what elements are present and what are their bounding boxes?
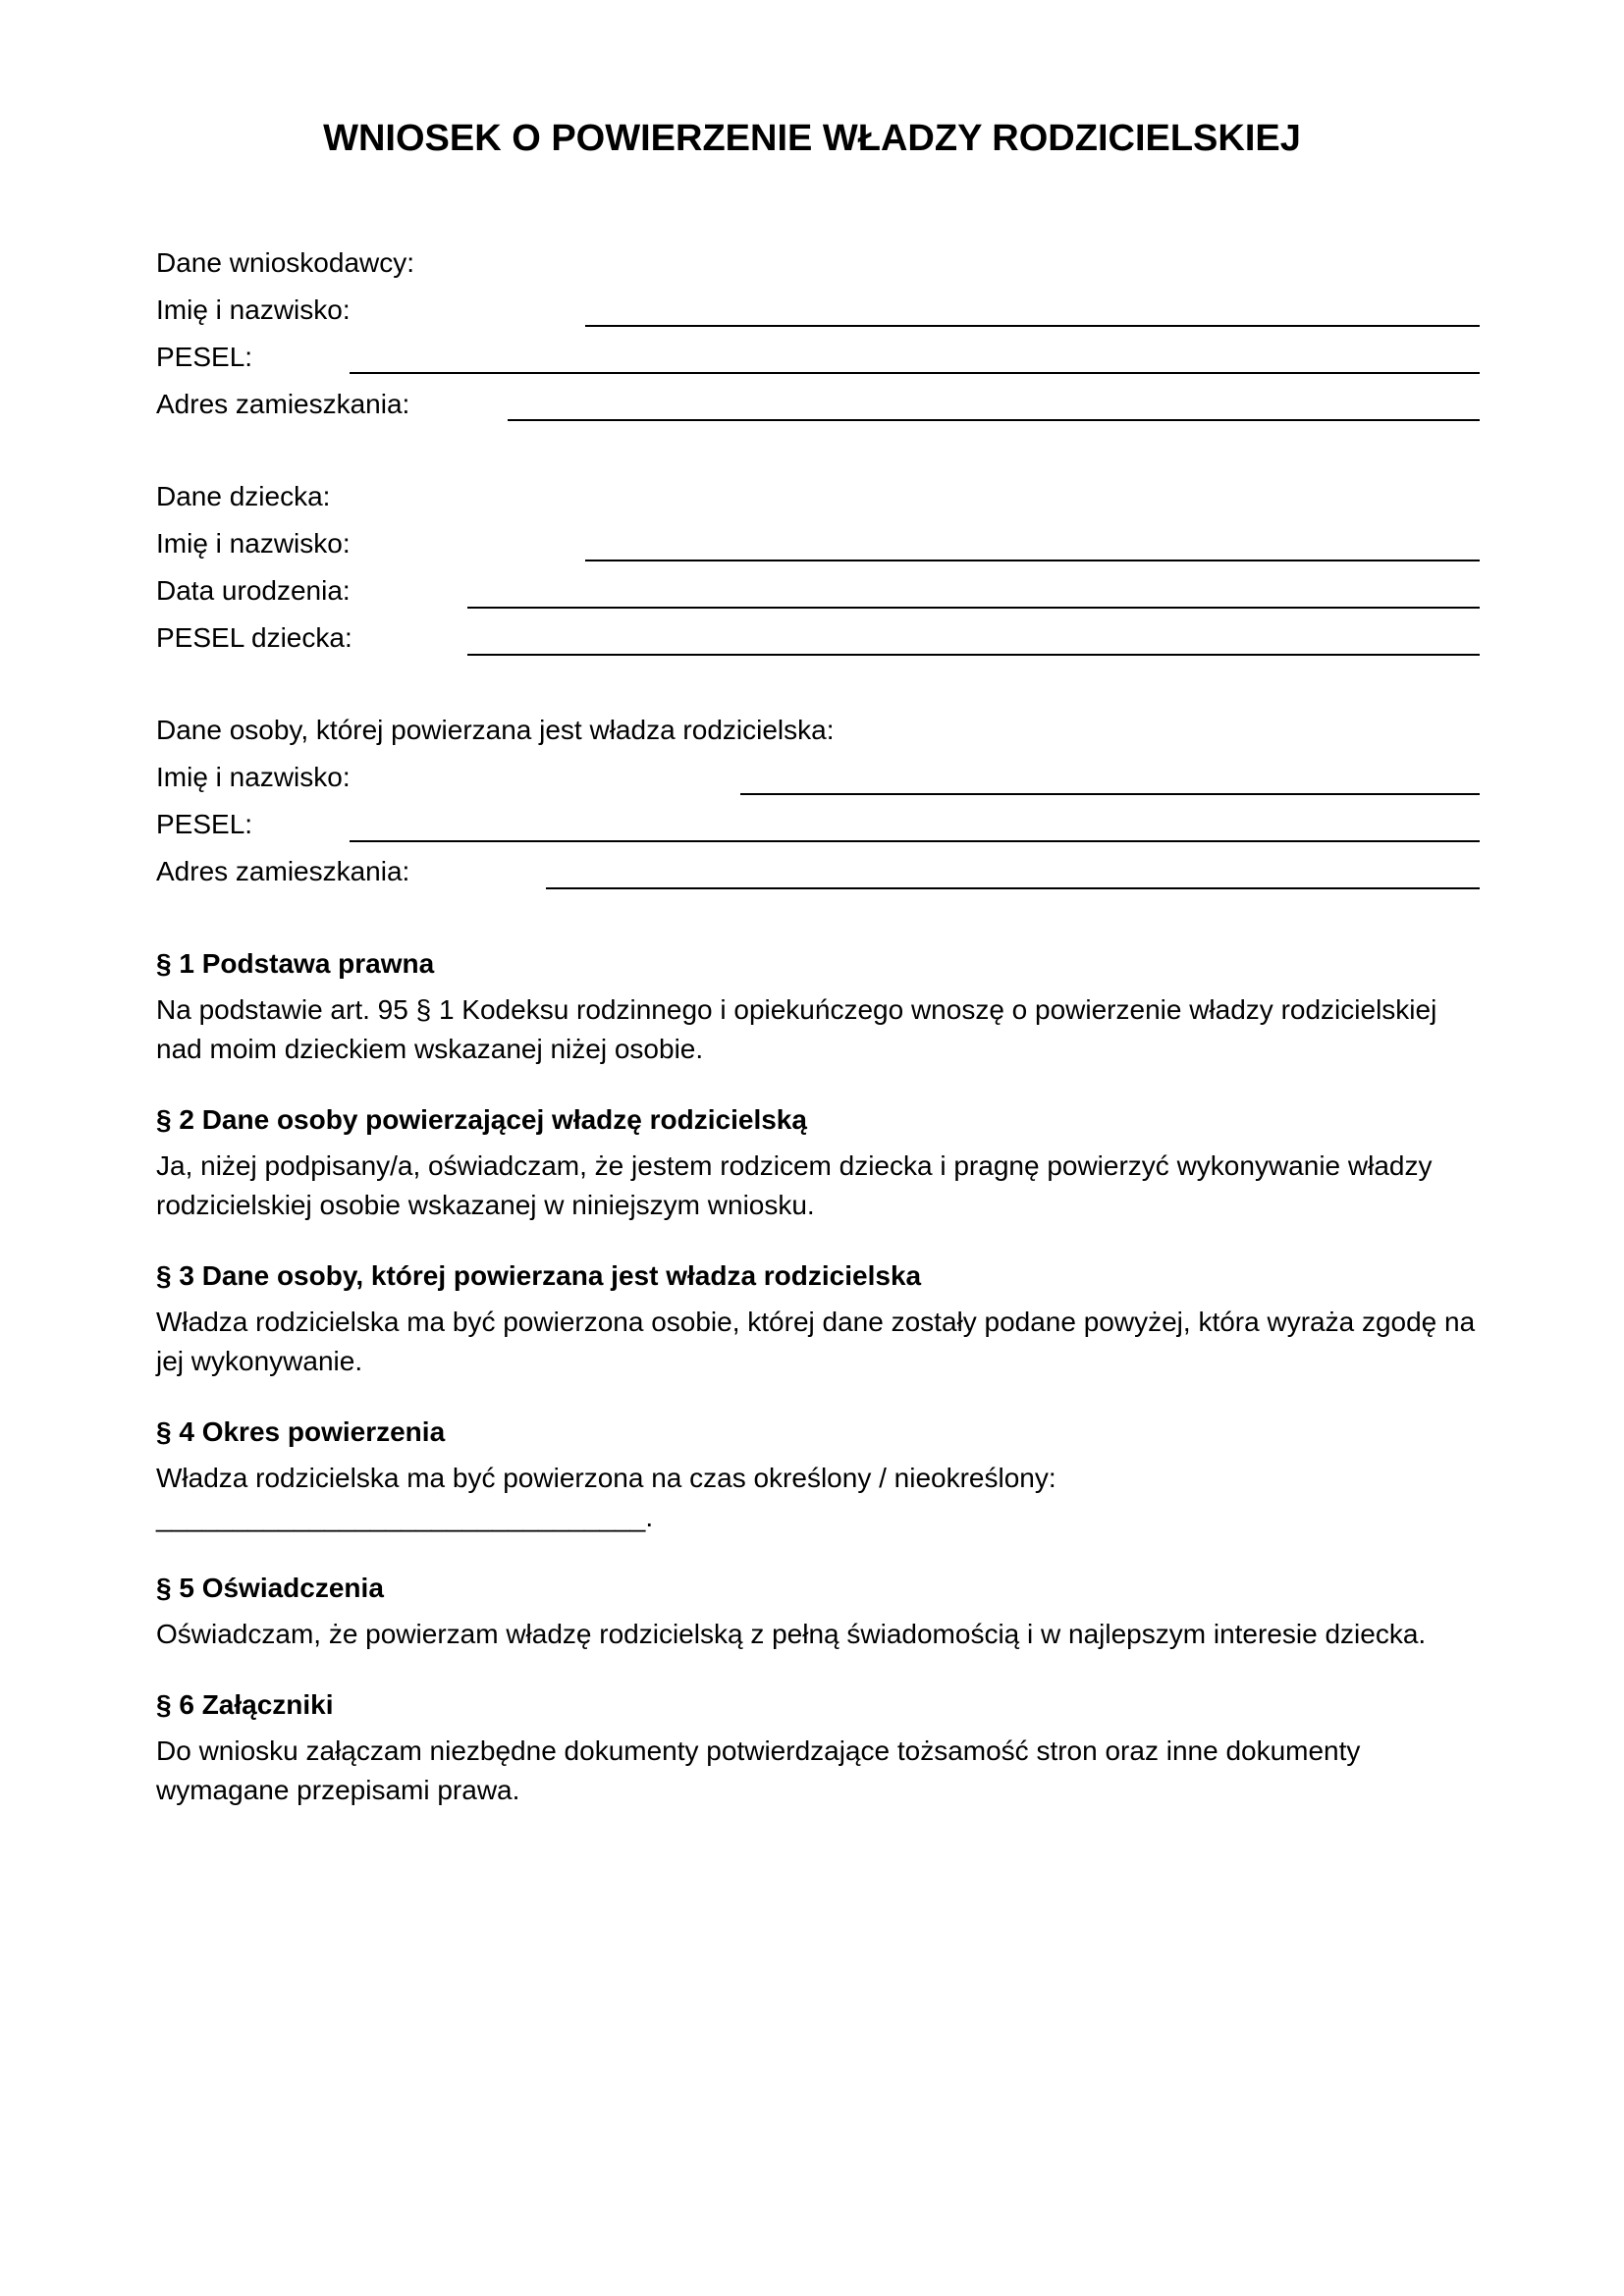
section-4-heading: § 4 Okres powierzenia [156, 1416, 446, 1447]
section-1-text [156, 990, 1482, 1069]
applicant-heading: Dane wnioskodawcy: [156, 247, 415, 278]
section-5-text [156, 1615, 1482, 1654]
child-name-label: Imię i nazwisko: [156, 528, 351, 559]
applicant-pesel-field[interactable] [350, 372, 1480, 374]
applicant-pesel-label: PESEL: [156, 342, 253, 372]
child-heading: Dane dziecka: [156, 481, 331, 511]
guardian-name-field[interactable] [740, 793, 1480, 795]
applicant-name-field[interactable] [585, 325, 1480, 327]
section-3-line: jej wykonywanie. [156, 1346, 363, 1376]
child-birthdate-field[interactable] [467, 607, 1480, 609]
applicant-address-field[interactable] [508, 419, 1480, 421]
child-pesel-field[interactable] [467, 654, 1480, 656]
child-pesel-label: PESEL dziecka: [156, 622, 352, 653]
guardian-name-label: Imię i nazwisko: [156, 762, 351, 792]
child-birthdate-label: Data urodzenia: [156, 575, 351, 606]
section-1-heading: § 1 Podstawa prawna [156, 948, 435, 979]
section-2-heading: § 2 Dane osoby powierzającej władzę rodzicielską [156, 1104, 807, 1135]
applicant-name-label: Imię i nazwisko: [156, 294, 351, 325]
guardian-address-label: Adres zamieszkania: [156, 856, 410, 886]
section-4-text [156, 1459, 1482, 1537]
section-3-text [156, 1303, 1482, 1381]
section-2-text [156, 1147, 1482, 1225]
section-6-line: wymagane przepisami prawa. [156, 1775, 520, 1805]
guardian-heading: Dane osoby, której powierzana jest władza rodzicielska: [156, 715, 835, 745]
section-5-line: Oświadczam, że powierzam władzę rodzicielską z pełną świadomością i w najlepszym interesie dziecka. [156, 1619, 1427, 1649]
guardian-pesel-field[interactable] [350, 840, 1480, 842]
section-2-line: Ja, niżej podpisany/a, oświadczam, że jestem rodzicem dziecka i pragnę powierzyć wykonywanie władzy [156, 1150, 1433, 1181]
child-name-field[interactable] [585, 560, 1480, 561]
section-1-line: Na podstawie art. 95 § 1 Kodeksu rodzinnego i opiekuńczego wnoszę o powierzenie władzy rodzicielskiej [156, 994, 1437, 1025]
section-4-line: Władza rodzicielska ma być powierzona na czas określony / nieokreślony: [156, 1463, 1056, 1493]
section-6-text [156, 1732, 1482, 1810]
document-title: WNIOSEK O POWIERZENIE WŁADZY RODZICIELSKIEJ [323, 118, 1301, 159]
applicant-address-label: Adres zamieszkania: [156, 389, 410, 419]
guardian-address-field[interactable] [546, 887, 1480, 889]
section-6-line: Do wniosku załączam niezbędne dokumenty potwierdzające tożsamość stron oraz inne dokumenty [156, 1735, 1361, 1766]
section-1-line: nad moim dzieckiem wskazanej niżej osobie. [156, 1034, 704, 1064]
section-3-line: Władza rodzicielska ma być powierzona osobie, której dane zostały podane powyżej, która wyraża zgodę na [156, 1307, 1476, 1337]
section-3-heading: § 3 Dane osoby, której powierzana jest władza rodzicielska [156, 1260, 922, 1291]
section-2-line: rodzicielskiej osobie wskazanej w niniejszym wniosku. [156, 1190, 815, 1220]
section-5-heading: § 5 Oświadczenia [156, 1573, 384, 1603]
guardian-pesel-label: PESEL: [156, 809, 253, 839]
section-4-period-field[interactable]: ________________________________. [156, 1502, 654, 1532]
section-6-heading: § 6 Załączniki [156, 1689, 334, 1720]
